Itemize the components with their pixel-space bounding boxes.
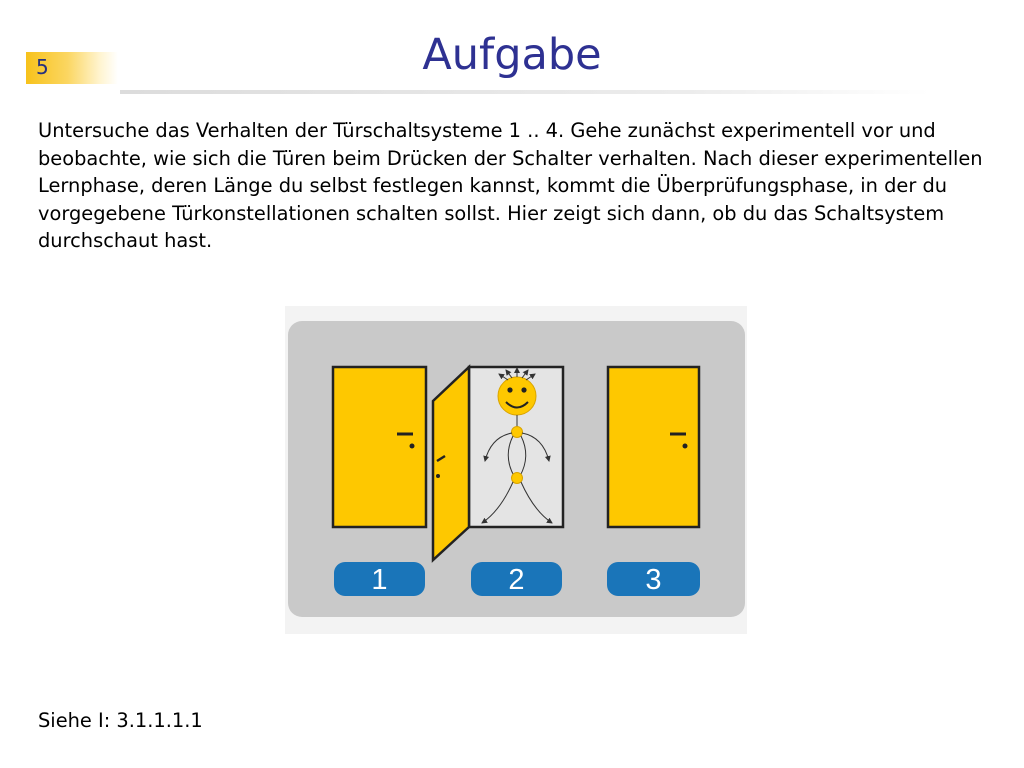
task-description: Untersuche das Verhalten der Türschaltsysteme 1 .. 4. Gehe zunächst experimentell vor und beobachte, wie sich die Türen beim Drücken der Schalter verhalten. Nach dieser experimentellen Lernphase, deren Länge du selbst festlegen kannst, kommt die Überprüfungsphase, in der du vorgegebene Türkonstellationen schalten sollst. Hier zeigt sich dann, ob du das Schaltsystem durchschaut hast. <box>38 119 983 252</box>
switch-label-2: 2 <box>508 564 525 596</box>
section-reference: Siehe I: 3.1.1.1.1 <box>38 709 203 732</box>
door-switch-figure <box>285 306 747 634</box>
switch-button-2[interactable] <box>471 562 562 596</box>
switch-button-3[interactable] <box>607 562 700 596</box>
keyhole-icon <box>410 444 415 449</box>
door-3 <box>608 367 699 527</box>
door-switch-illustration <box>285 306 747 634</box>
keyhole-icon <box>683 444 688 449</box>
title-divider <box>120 90 930 94</box>
switch-label-3: 3 <box>645 564 662 596</box>
page-title: Aufgabe <box>422 30 602 80</box>
slide-number: 5 <box>36 55 49 79</box>
door-1 <box>333 367 426 527</box>
open-door-leaf <box>433 367 469 560</box>
switch-button-1[interactable] <box>334 562 425 596</box>
switch-label-1: 1 <box>371 564 388 596</box>
